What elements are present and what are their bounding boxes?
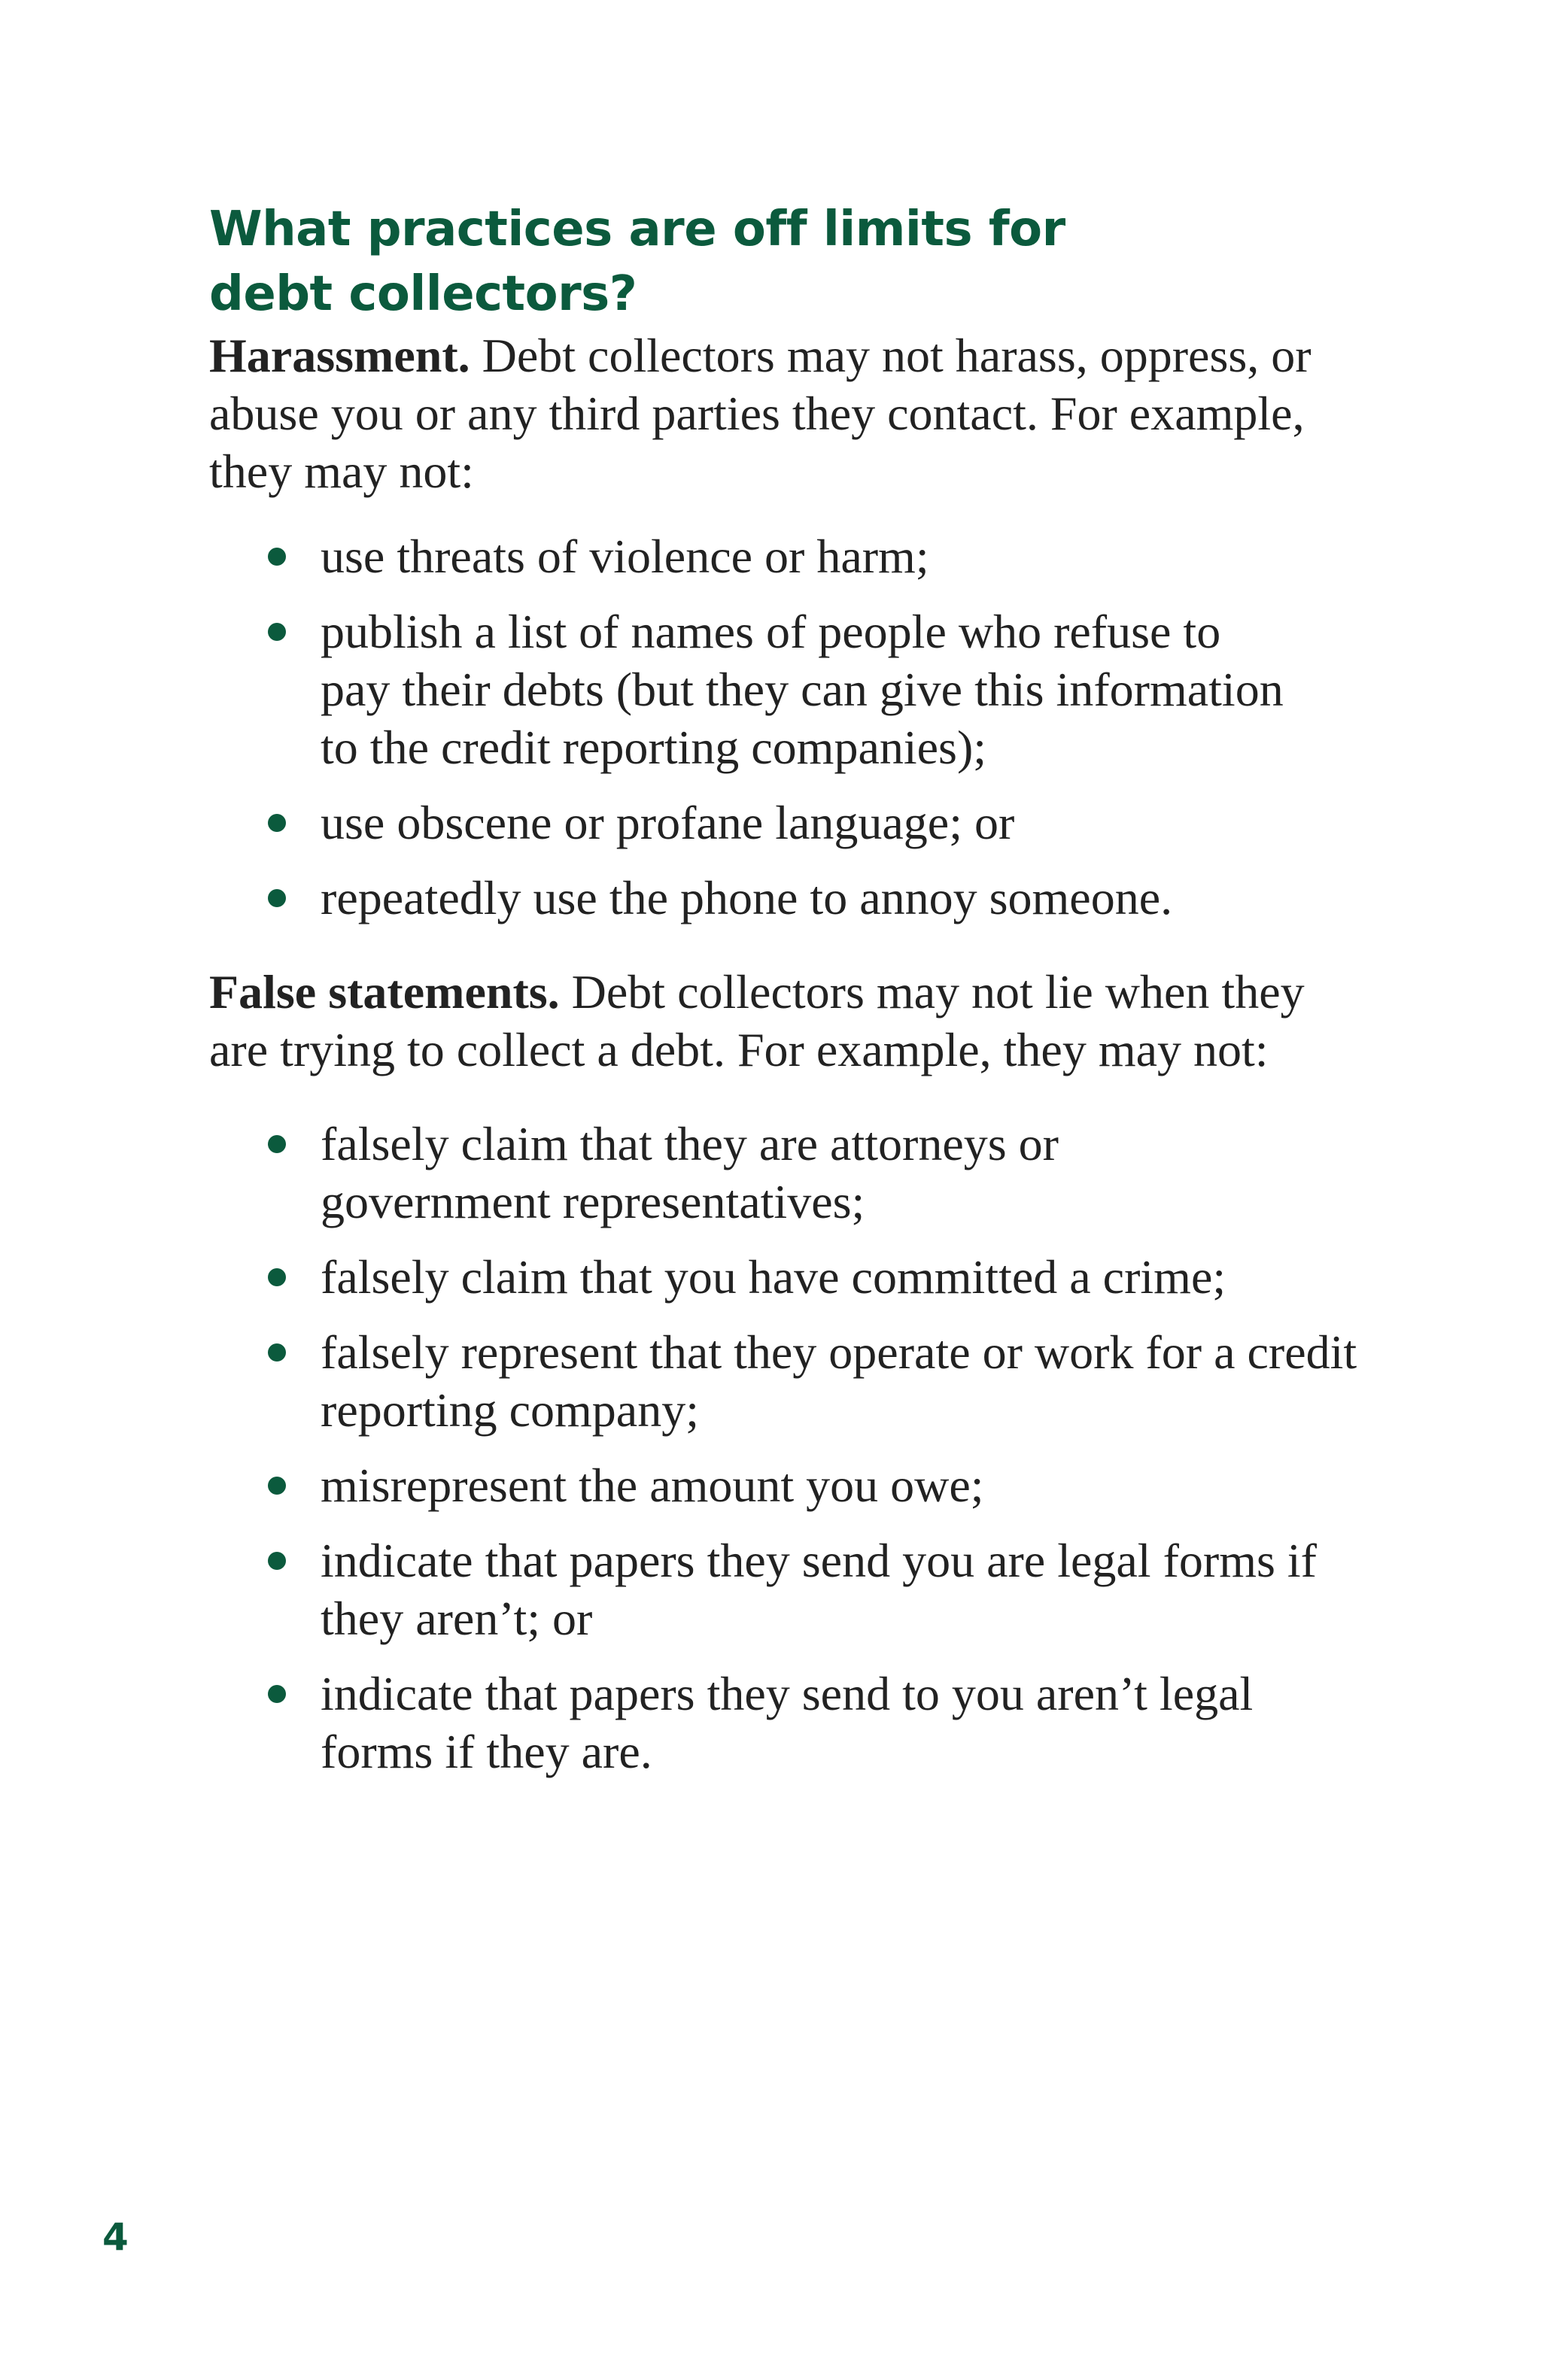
list-item-text: falsely represent that they operate or work for a credit reporting company; [321, 1325, 1357, 1437]
section-heading: What practices are off limits for debt collectors? [209, 202, 1065, 322]
list-item [209, 1115, 1193, 1231]
list-item-text: use threats of violence or harm; [321, 530, 929, 583]
bullet-icon [268, 1135, 286, 1153]
false-statements-lead: False statements. [209, 965, 560, 1018]
bullet-icon [268, 1343, 286, 1362]
list-item [209, 1248, 1353, 1306]
harassment-list [209, 527, 1353, 927]
list-item [209, 1532, 1353, 1647]
list-item-text: falsely claim that you have committed a crime; [321, 1250, 1226, 1304]
page-content [209, 197, 1357, 1798]
list-item-text: use obscene or profane language; or [321, 796, 1015, 849]
list-item-text: indicate that papers they send to you aren’t legal forms if they are. [321, 1667, 1254, 1778]
harassment-lead: Harassment. [209, 329, 470, 382]
bullet-icon [268, 1552, 286, 1570]
false-statements-paragraph [209, 963, 1353, 1079]
list-item [209, 1456, 1353, 1514]
list-item [209, 603, 1291, 776]
bullet-icon [268, 1685, 286, 1703]
bullet-icon [268, 1477, 286, 1495]
harassment-text: Debt collectors may not harass, oppress, or abuse you or any third parties they contact. For example, they may not: [209, 329, 1312, 498]
bullet-icon [268, 548, 286, 566]
list-item [209, 869, 1353, 927]
page-number: 4 [102, 2215, 129, 2259]
list-item-text: indicate that papers they send you are legal forms if they aren’t; or [321, 1534, 1317, 1645]
list-item-text: falsely claim that they are attorneys or government representatives; [321, 1117, 1059, 1228]
list-item-text: publish a list of names of people who refuse to pay their debts (but they can give this information to the credit reporting companies); [321, 605, 1284, 774]
false-statements-text: Debt collectors may not lie when they are trying to collect a debt. For example, they may not: [209, 965, 1305, 1076]
list-item-text: repeatedly use the phone to annoy someone. [321, 871, 1173, 924]
list-item [209, 1665, 1353, 1780]
bullet-icon [268, 1268, 286, 1286]
list-item [209, 794, 1353, 852]
list-item [209, 527, 1353, 585]
list-item-text: misrepresent the amount you owe; [321, 1459, 984, 1512]
false-statements-list [209, 1115, 1357, 1780]
bullet-icon [268, 814, 286, 832]
harassment-paragraph [209, 326, 1353, 500]
bullet-icon [268, 889, 286, 907]
list-item [209, 1323, 1404, 1439]
bullet-icon [268, 623, 286, 641]
